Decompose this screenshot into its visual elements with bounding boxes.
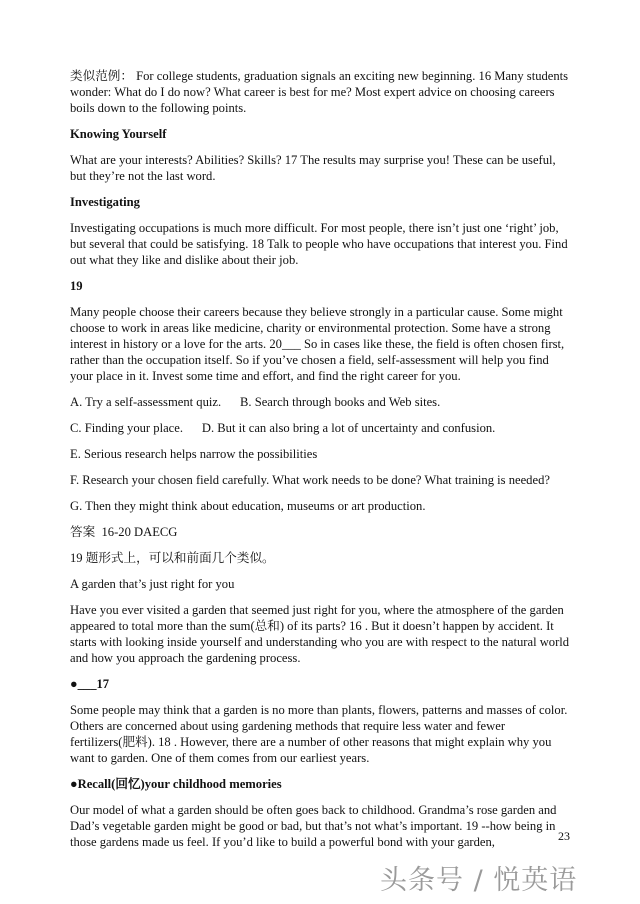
paragraph: What are your interests? Abilities? Skills? 17 The results may surprise you! These can be useful, but they’re not the last word. (70, 153, 556, 183)
heading-recall: ●Recall(回忆)your childhood memories (70, 777, 282, 791)
paragraph: Investigating occupations is much more difficult. For most people, there isn’t just one ‘right’ job, but several that could be satisfying. 18 Talk to people who have occupations that interest you. Find out what they like and dislike about their job. (70, 221, 568, 267)
heading-17: ●___17 (70, 677, 110, 691)
watermark: 头条号 / 悦英语 (380, 865, 578, 896)
option-line-cd: C. Finding your place. D. But it can also bring a lot of uncertainty and confusion. (70, 421, 496, 435)
option-line-g: G. Then they might think about education, museums or art production. (70, 499, 426, 513)
heading-19: 19 (70, 279, 83, 293)
document-body (70, 68, 570, 860)
answer-line: 答案 16-20 DAECG (70, 525, 178, 539)
heading-investigating: Investigating (70, 195, 140, 209)
heading-knowing-yourself: Knowing Yourself (70, 127, 167, 141)
option-line-e: E. Serious research helps narrow the possibilities (70, 447, 318, 461)
page-number: 23 (558, 829, 570, 843)
option-line-f: F. Research your chosen field carefully. What work needs to be done? What training is needed? (70, 473, 550, 487)
paragraph-intro: 类似范例： For college students, graduation signals an exciting new beginning. 16 Many students wonder: What do I do now? What career is best for me? Most expert advice on choosing careers boils down to the following points. (70, 69, 569, 115)
option-line-ab: A. Try a self-assessment quiz. B. Search through books and Web sites. (70, 395, 441, 409)
paragraph: Many people choose their careers because they believe strongly in a particular cause. Some might choose to work in areas like medicine, charity or environmental protection. Some have a strong interest in history or a love for the arts. 20___ So in cases like these, the field is often chosen first, rather than the occupation itself. So if you’ve chosen a field, self-assessment will help you find your place in it. Invest some time and effort, and find the right career for you. (70, 305, 565, 383)
paragraph: Some people may think that a garden is no more than plants, flowers, patterns and masses of color. Others are concerned about using gardening methods that require less water and fewer fertilizers(肥料). 18 . However, there are a number of other reasons that might explain why you want to garden. One of them comes from our earliest years. (70, 703, 568, 765)
paragraph: Have you ever visited a garden that seemed just right for you, where the atmosphere of the garden appeared to total more than the sum(总和) of its parts? 16 . But it doesn’t happen by accident. It starts with looking inside yourself and understanding who you are with respect to the natural world and how you approach the gardening process. (70, 603, 570, 665)
note-line: 19 题形式上，可以和前面几个类似。 (70, 551, 275, 565)
paragraph: Our model of what a garden should be often goes back to childhood. Grandma’s rose garden and Dad’s vegetable garden might be good or bad, but that’s not what’s important. 19 --how being in those gardens made us feel. If you’d like to build a powerful bond with your garden, (70, 803, 557, 849)
article-title: A garden that’s just right for you (70, 577, 235, 591)
